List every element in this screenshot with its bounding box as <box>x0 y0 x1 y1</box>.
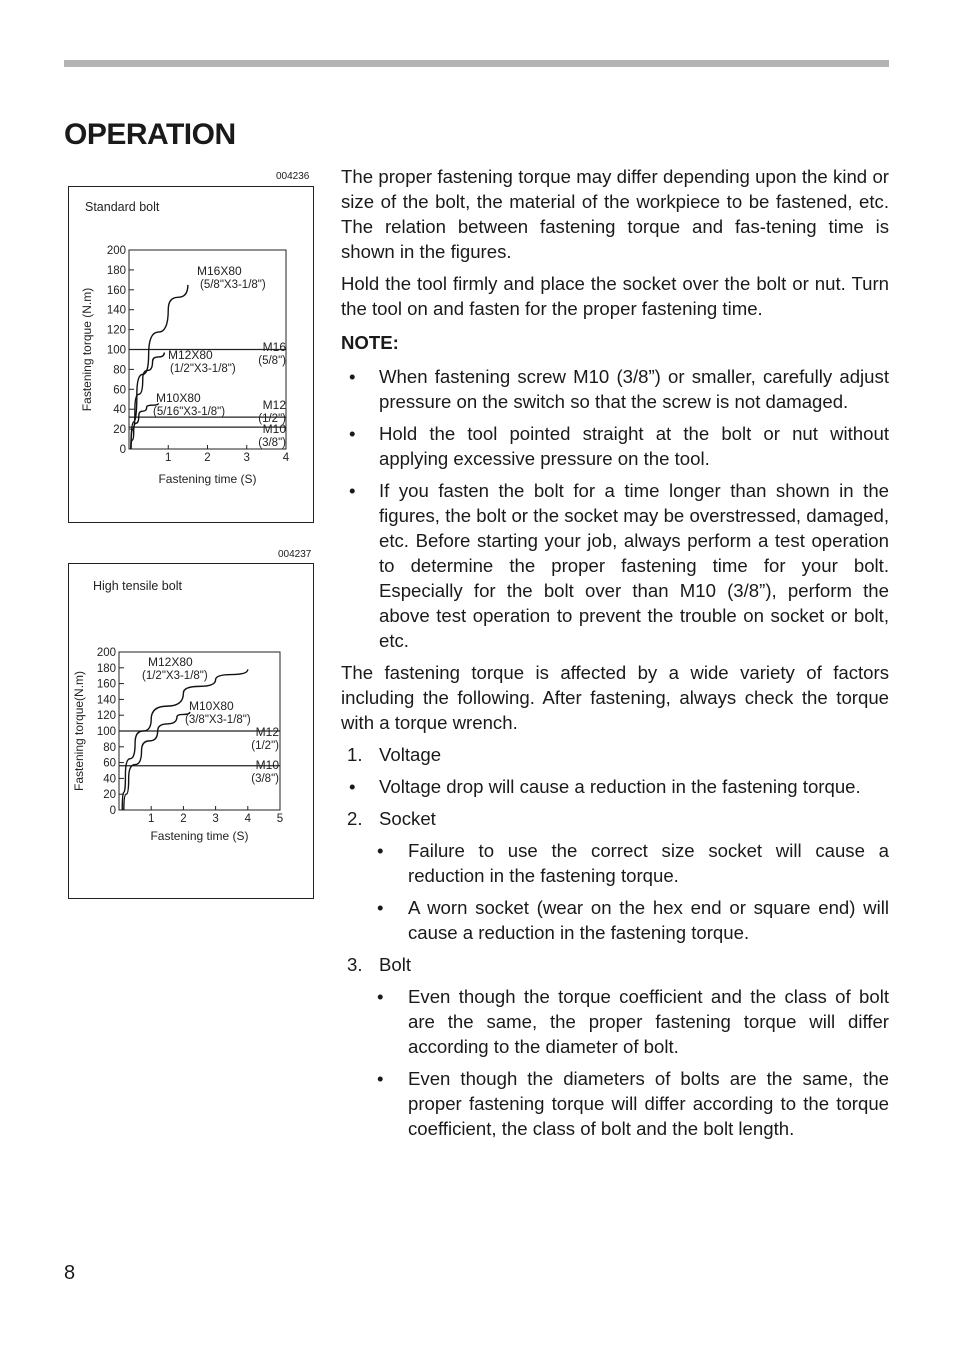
y-tick-label: 160 <box>106 284 126 297</box>
y-tick-label: 40 <box>103 773 116 786</box>
factor-label: Socket <box>379 808 436 829</box>
series-sublabel: (5/8"X3-1/8") <box>200 279 266 291</box>
factor-text: Even though the diameters of bolts are the same, the proper fastening torque will differ according to the torque coefficient, the class of bolt and the bolt length. <box>408 1068 889 1139</box>
hold-tool-paragraph: Hold the tool firmly and place the socket over the bolt or nut. Turn the tool on and fasten for the proper fastening time. <box>341 273 889 319</box>
y-tick-label: 120 <box>96 710 116 723</box>
bullet-mark: • <box>377 840 384 861</box>
y-tick-label: 0 <box>109 805 116 817</box>
y-tick-label: 100 <box>96 726 116 738</box>
y-tick-label: 160 <box>96 678 116 691</box>
figure1-frame <box>68 186 314 523</box>
reference-line-sublabel: (1/2") <box>251 740 279 752</box>
bullet-mark: • <box>349 776 356 797</box>
series-curve <box>122 669 248 810</box>
bullet-mark: • <box>377 1068 384 1089</box>
factor-number: 3. <box>347 954 363 975</box>
reference-line-label: M12 <box>255 725 279 739</box>
note-text: Hold the tool pointed straight at the bolt or nut without applying excessive pressure on the tool. <box>379 423 889 469</box>
series-sublabel: (1/2"X3-1/8") <box>170 363 236 375</box>
reference-line-sublabel: (5/8") <box>258 355 286 367</box>
series-label: M16X80 <box>197 264 242 278</box>
factors-paragraph: The fastening torque is affected by a wide variety of factors including the following. After fastening, always check the torque with a torque wrench. <box>341 662 889 733</box>
reference-line-sublabel: (3/8") <box>251 773 279 785</box>
x-tick-label: 1 <box>165 452 172 464</box>
note-text: When fastening screw M10 (3/8”) or smaller, carefully adjust pressure on the switch so that the screw is not damaged. <box>379 366 889 412</box>
series-sublabel: (5/16"X3-1/8") <box>153 406 226 418</box>
reference-line-label: M10 <box>262 422 286 436</box>
y-tick-label: 180 <box>106 264 126 277</box>
section-title: OPERATION <box>64 118 236 151</box>
reference-line-label: M10 <box>255 758 279 772</box>
instructions-column <box>341 164 889 1148</box>
figure1-chart <box>69 187 315 524</box>
y-tick-label: 20 <box>103 789 116 802</box>
factor-text: Failure to use the correct size socket will cause a reduction in the fastening torque. <box>408 840 889 886</box>
reference-line-label: M16 <box>262 340 286 354</box>
figure1-code: 004236 <box>276 171 310 182</box>
x-tick-label: 5 <box>276 813 284 825</box>
factor-text: Even though the torque coefficient and the class of bolt are the same, the proper fastening torque will differ according to the diameter of bolt. <box>408 986 889 1057</box>
factor-heading <box>341 806 889 831</box>
x-tick-label: 1 <box>147 813 155 825</box>
x-axis-label: Fastening time (S) <box>158 472 257 486</box>
y-axis-label: Fastening torque(N.m) <box>72 670 86 792</box>
factor-item <box>341 774 889 799</box>
y-tick-label: 200 <box>106 245 126 257</box>
series-sublabel: (1/2"X3-1/8") <box>142 670 208 682</box>
x-tick-label: 2 <box>180 813 187 825</box>
y-tick-label: 180 <box>96 662 116 675</box>
y-tick-label: 0 <box>119 444 126 456</box>
y-tick-label: 80 <box>113 364 126 377</box>
factor-text: A worn socket (wear on the hex end or square end) will cause a reduction in the fastening torque. <box>408 897 889 943</box>
factor-heading <box>341 952 889 977</box>
series-label: M10X80 <box>189 699 234 713</box>
note-item <box>341 364 889 414</box>
factor-number: 2. <box>347 808 363 829</box>
factor-label: Bolt <box>379 954 412 975</box>
series-curve <box>124 712 190 810</box>
note-item <box>341 421 889 471</box>
bullet-mark: • <box>349 366 356 387</box>
factor-text: Voltage drop will cause a reduction in the fastening torque. <box>379 776 861 797</box>
note-item <box>341 478 889 653</box>
y-tick-label: 200 <box>96 647 116 659</box>
figure1-caption: Standard bolt <box>85 200 160 214</box>
x-tick-label: 2 <box>204 452 211 464</box>
factor-label: Voltage <box>379 744 442 765</box>
figure2-frame <box>68 563 314 899</box>
factor-number: 1. <box>347 744 363 765</box>
y-tick-label: 60 <box>113 384 126 397</box>
series-label: M10X80 <box>156 391 201 405</box>
series-sublabel: (3/8"X3-1/8") <box>185 714 251 726</box>
y-tick-label: 60 <box>103 757 116 770</box>
y-tick-label: 40 <box>113 404 126 417</box>
x-tick-label: 4 <box>244 813 252 825</box>
factor-item <box>341 1066 889 1141</box>
x-tick-label: 3 <box>243 452 250 464</box>
page-number: 8 <box>64 1262 76 1284</box>
x-axis-label: Fastening time (S) <box>150 829 249 843</box>
factor-item <box>341 984 889 1059</box>
bullet-mark: • <box>377 986 384 1007</box>
intro-paragraph: The proper fastening torque may differ depending upon the kind or size of the bolt, the material of the workpiece to be fastened, etc. The relation between fastening torque and fas-tening time is shown in the figures. <box>341 166 889 262</box>
factor-item <box>341 895 889 945</box>
factor-item <box>341 838 889 888</box>
factor-heading <box>341 742 889 767</box>
x-tick-label: 4 <box>282 452 290 464</box>
y-tick-label: 80 <box>103 741 116 754</box>
figure2-caption: High tensile bolt <box>93 579 182 593</box>
y-tick-label: 20 <box>113 424 126 437</box>
y-axis-label: Fastening torque (N.m) <box>80 287 94 412</box>
bullet-mark: • <box>349 423 356 444</box>
y-tick-label: 140 <box>106 304 126 317</box>
bullet-mark: • <box>377 897 384 918</box>
x-tick-label: 3 <box>212 813 219 825</box>
series-label: M12X80 <box>168 348 213 362</box>
note-label: NOTE: <box>341 332 399 353</box>
reference-line-sublabel: (1/2") <box>258 413 286 425</box>
y-tick-label: 120 <box>106 324 126 337</box>
top-rule <box>64 60 889 67</box>
figure2-code: 004237 <box>278 549 312 560</box>
figure2-chart <box>69 564 315 900</box>
bullet-mark: • <box>349 480 356 501</box>
y-tick-label: 140 <box>96 694 116 707</box>
y-tick-label: 100 <box>106 344 126 357</box>
reference-line-label: M12 <box>262 398 286 412</box>
reference-line-sublabel: (3/8") <box>258 437 286 449</box>
note-text: If you fasten the bolt for a time longer than shown in the figures, the bolt or the socket may be overstressed, damaged, etc. Before starting your job, always perform a test operation to determine the proper fastening time for your bolt. Especially for the bolt over than M10 (3/8”), perform the above test operation to prevent the trouble on socket or bolt, etc. <box>379 480 889 651</box>
series-label: M12X80 <box>148 655 193 669</box>
